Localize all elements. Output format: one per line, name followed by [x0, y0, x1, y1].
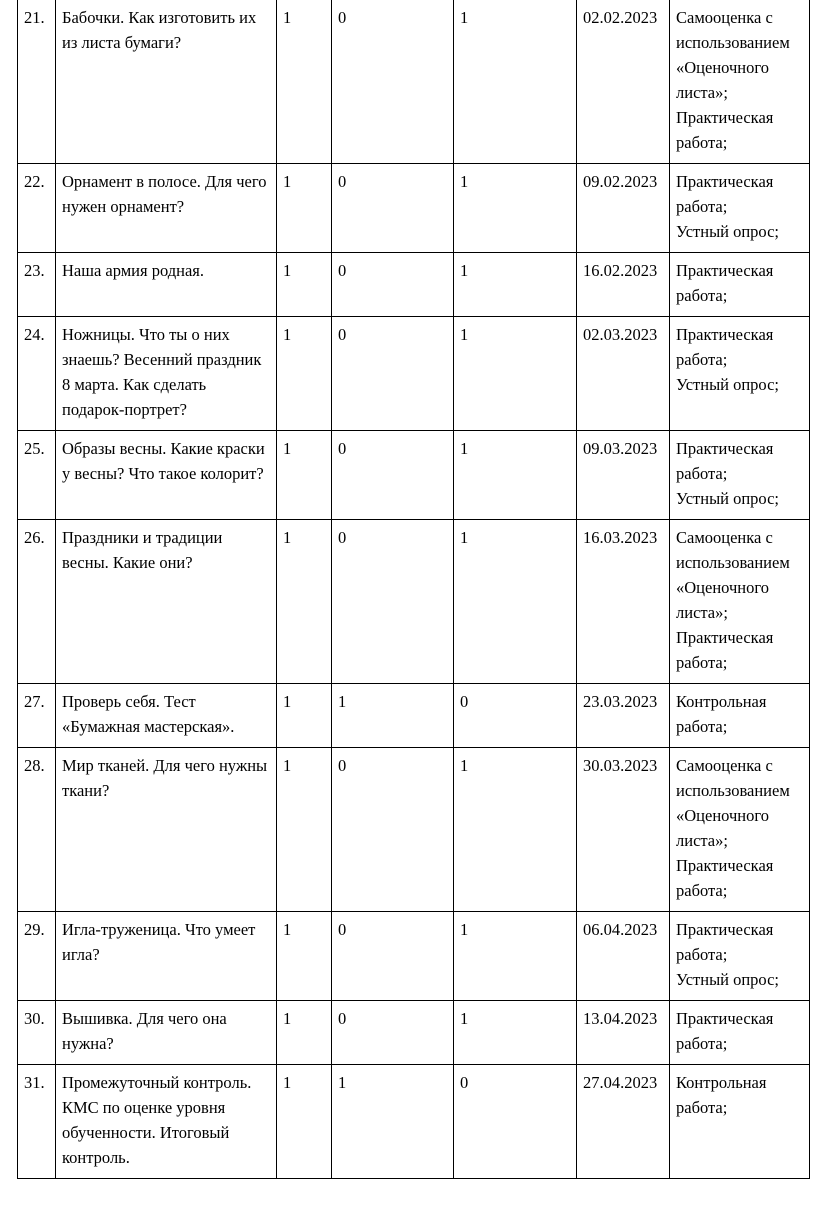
total-hours-cell: 1 [277, 1065, 332, 1179]
theory-hours-cell: 1 [332, 1065, 454, 1179]
practice-hours-cell: 1 [454, 253, 577, 317]
assessment-form-line: Устный опрос; [676, 222, 780, 241]
lesson-number-cell: 30. [18, 1001, 56, 1065]
assessment-form-line: работа; [676, 350, 728, 369]
assessment-form-line: Самооценка с [676, 756, 773, 775]
table-row [18, 912, 810, 1001]
lesson-topic-cell: Орнамент в полосе. Для чего нужен орнамент? [56, 164, 277, 253]
assessment-form-line: листа»; [676, 83, 728, 102]
total-hours-cell: 1 [277, 1001, 332, 1065]
assessment-form-line: использованием [676, 33, 790, 52]
assessment-form-line: Устный опрос; [676, 375, 780, 394]
assessment-form-cell [670, 1001, 810, 1065]
lesson-number-cell: 25. [18, 431, 56, 520]
theory-hours-cell: 0 [332, 164, 454, 253]
lesson-number-cell: 21. [18, 0, 56, 164]
assessment-form-line: использованием [676, 781, 790, 800]
assessment-form-line: Самооценка с [676, 8, 773, 27]
table-row [18, 317, 810, 431]
table-row [18, 0, 810, 164]
lesson-number-cell: 26. [18, 520, 56, 684]
assessment-form-line: листа»; [676, 831, 728, 850]
assessment-form-line: работа; [676, 945, 728, 964]
total-hours-cell: 1 [277, 748, 332, 912]
table-row [18, 1065, 810, 1179]
lesson-date-cell: 13.04.2023 [577, 1001, 670, 1065]
theory-hours-cell: 0 [332, 253, 454, 317]
theory-hours-cell: 1 [332, 684, 454, 748]
lesson-date-cell: 02.02.2023 [577, 0, 670, 164]
assessment-form-line: Практическая [676, 628, 774, 647]
theory-hours-cell: 0 [332, 1001, 454, 1065]
assessment-form-cell [670, 520, 810, 684]
lesson-topic-cell: Вышивка. Для чего она нужна? [56, 1001, 277, 1065]
lesson-number-cell: 27. [18, 684, 56, 748]
lesson-date-cell: 09.03.2023 [577, 431, 670, 520]
assessment-form-line: Практическая [676, 325, 774, 344]
lesson-date-cell: 30.03.2023 [577, 748, 670, 912]
assessment-form-line: «Оценочного [676, 58, 769, 77]
practice-hours-cell: 0 [454, 1065, 577, 1179]
assessment-form-cell [670, 912, 810, 1001]
assessment-form-line: работа; [676, 717, 728, 736]
assessment-form-line: Устный опрос; [676, 489, 780, 508]
lesson-number-cell: 23. [18, 253, 56, 317]
lesson-date-cell: 16.03.2023 [577, 520, 670, 684]
total-hours-cell: 1 [277, 164, 332, 253]
lesson-schedule-table [17, 0, 810, 1179]
lesson-number-cell: 28. [18, 748, 56, 912]
assessment-form-line: работа; [676, 881, 728, 900]
lesson-number-cell: 22. [18, 164, 56, 253]
assessment-form-line: Практическая [676, 108, 774, 127]
practice-hours-cell: 1 [454, 748, 577, 912]
lesson-date-cell: 06.04.2023 [577, 912, 670, 1001]
assessment-form-cell [670, 1065, 810, 1179]
assessment-form-line: Практическая [676, 261, 774, 280]
assessment-form-line: Практическая [676, 920, 774, 939]
practice-hours-cell: 1 [454, 164, 577, 253]
lesson-topic-cell: Проверь себя. Тест «Бумажная мастерская». [56, 684, 277, 748]
total-hours-cell: 1 [277, 912, 332, 1001]
assessment-form-line: Практическая [676, 856, 774, 875]
lesson-topic-cell: Бабочки. Как изготовить их из листа бумаги? [56, 0, 277, 164]
total-hours-cell: 1 [277, 684, 332, 748]
assessment-form-line: работа; [676, 1098, 728, 1117]
lesson-topic-cell: Праздники и традиции весны. Какие они? [56, 520, 277, 684]
theory-hours-cell: 0 [332, 912, 454, 1001]
assessment-form-cell [670, 748, 810, 912]
theory-hours-cell: 0 [332, 431, 454, 520]
lesson-topic-cell: Мир тканей. Для чего нужны ткани? [56, 748, 277, 912]
lesson-topic-cell: Ножницы. Что ты о них знаешь? Весенний праздник 8 марта. Как сделать подарок-портрет? [56, 317, 277, 431]
table-row [18, 520, 810, 684]
table-row [18, 684, 810, 748]
practice-hours-cell: 1 [454, 431, 577, 520]
lesson-date-cell: 27.04.2023 [577, 1065, 670, 1179]
assessment-form-line: Практическая [676, 439, 774, 458]
assessment-form-cell [670, 317, 810, 431]
lesson-number-cell: 31. [18, 1065, 56, 1179]
theory-hours-cell: 0 [332, 317, 454, 431]
total-hours-cell: 1 [277, 253, 332, 317]
total-hours-cell: 1 [277, 520, 332, 684]
assessment-form-line: Контрольная [676, 692, 767, 711]
lesson-date-cell: 09.02.2023 [577, 164, 670, 253]
table-row [18, 748, 810, 912]
lesson-number-cell: 24. [18, 317, 56, 431]
table-row [18, 431, 810, 520]
theory-hours-cell: 0 [332, 0, 454, 164]
lesson-number-cell: 29. [18, 912, 56, 1001]
assessment-form-line: «Оценочного [676, 578, 769, 597]
assessment-form-line: Контрольная [676, 1073, 767, 1092]
theory-hours-cell: 0 [332, 520, 454, 684]
practice-hours-cell: 1 [454, 520, 577, 684]
assessment-form-line: работа; [676, 286, 728, 305]
assessment-form-cell [670, 253, 810, 317]
lesson-date-cell: 23.03.2023 [577, 684, 670, 748]
assessment-form-line: «Оценочного [676, 806, 769, 825]
assessment-form-cell [670, 684, 810, 748]
practice-hours-cell: 1 [454, 317, 577, 431]
practice-hours-cell: 1 [454, 0, 577, 164]
assessment-form-line: работа; [676, 133, 728, 152]
assessment-form-line: работа; [676, 197, 728, 216]
practice-hours-cell: 1 [454, 1001, 577, 1065]
lesson-topic-cell: Промежуточный контроль. КМС по оценке уровня обученности. Итоговый контроль. [56, 1065, 277, 1179]
table-row [18, 164, 810, 253]
assessment-form-line: использованием [676, 553, 790, 572]
lesson-date-cell: 16.02.2023 [577, 253, 670, 317]
total-hours-cell: 1 [277, 0, 332, 164]
lesson-topic-cell: Игла-труженица. Что умеет игла? [56, 912, 277, 1001]
practice-hours-cell: 0 [454, 684, 577, 748]
assessment-form-line: листа»; [676, 603, 728, 622]
assessment-form-line: работа; [676, 653, 728, 672]
lesson-topic-cell: Наша армия родная. [56, 253, 277, 317]
lesson-date-cell: 02.03.2023 [577, 317, 670, 431]
assessment-form-line: Самооценка с [676, 528, 773, 547]
total-hours-cell: 1 [277, 317, 332, 431]
assessment-form-line: работа; [676, 1034, 728, 1053]
assessment-form-cell [670, 431, 810, 520]
assessment-form-line: работа; [676, 464, 728, 483]
total-hours-cell: 1 [277, 431, 332, 520]
table-row [18, 1001, 810, 1065]
lesson-schedule-body [18, 0, 810, 1179]
assessment-form-cell [670, 0, 810, 164]
theory-hours-cell: 0 [332, 748, 454, 912]
assessment-form-line: Практическая [676, 172, 774, 191]
practice-hours-cell: 1 [454, 912, 577, 1001]
assessment-form-line: Практическая [676, 1009, 774, 1028]
assessment-form-cell [670, 164, 810, 253]
lesson-topic-cell: Образы весны. Какие краски у весны? Что такое колорит? [56, 431, 277, 520]
assessment-form-line: Устный опрос; [676, 970, 780, 989]
table-row [18, 253, 810, 317]
